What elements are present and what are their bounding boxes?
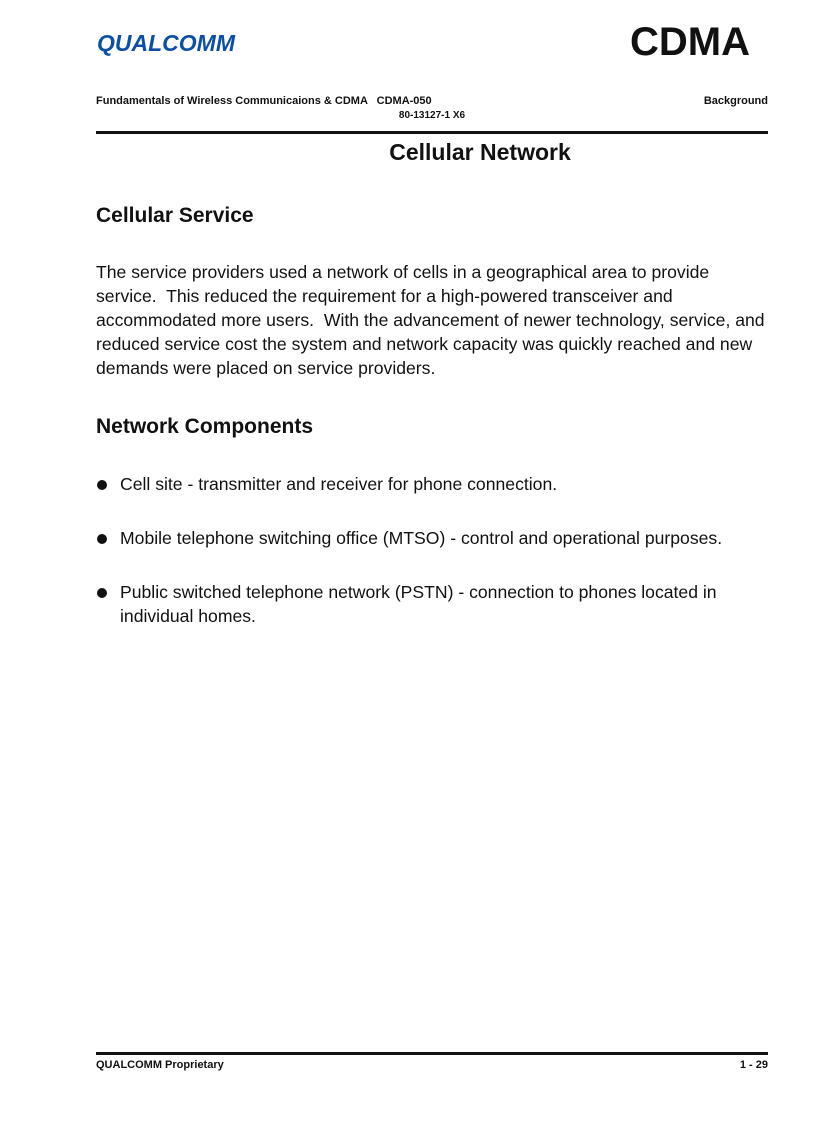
list-item [96,580,768,628]
section-heading-network-components: Network Components [96,415,314,438]
section-label: Background [703,95,768,107]
page-number: 1 - 29 [739,1059,768,1071]
list-item [96,526,768,550]
bullet-icon [97,534,107,544]
footer-proprietary: QUALCOMM Proprietary [96,1059,224,1071]
page-title: Cellular Network [389,139,571,165]
product-title: CDMA [630,20,750,64]
qualcomm-logo-icon [97,26,239,66]
list-item-text: Mobile telephone switching office (MTSO) - control and operational purposes. [120,528,723,548]
course-title: Fundamentals of Wireless Communicaions & CDMA CDMA-050 [96,95,432,107]
section-heading-cellular-service: Cellular Service [96,204,254,227]
network-components-list [96,472,768,658]
list-item [96,472,768,496]
footer-rule [96,1052,768,1055]
list-item-text: Public switched telephone network (PSTN) - connection to phones located in individual homes. [120,582,717,626]
document-number: 80-13127-1 X6 [398,110,466,121]
list-item-text: Cell site - transmitter and receiver for phone connection. [120,474,558,494]
header-rule [96,131,768,134]
bullet-icon [97,480,107,490]
cellular-service-paragraph: The service providers used a network of cells in a geographical area to provide service. This reduced the requirement for a high-powered transceiver and accommodated more users. With the advancement of newer technology, service, and reduced service cost the system and network capacity was quickly reached and new demands were placed on service providers. [96,262,770,378]
qualcomm-logo [97,26,239,66]
logo-wordmark: QUALCOMM [97,30,235,56]
bullet-icon [97,588,107,598]
